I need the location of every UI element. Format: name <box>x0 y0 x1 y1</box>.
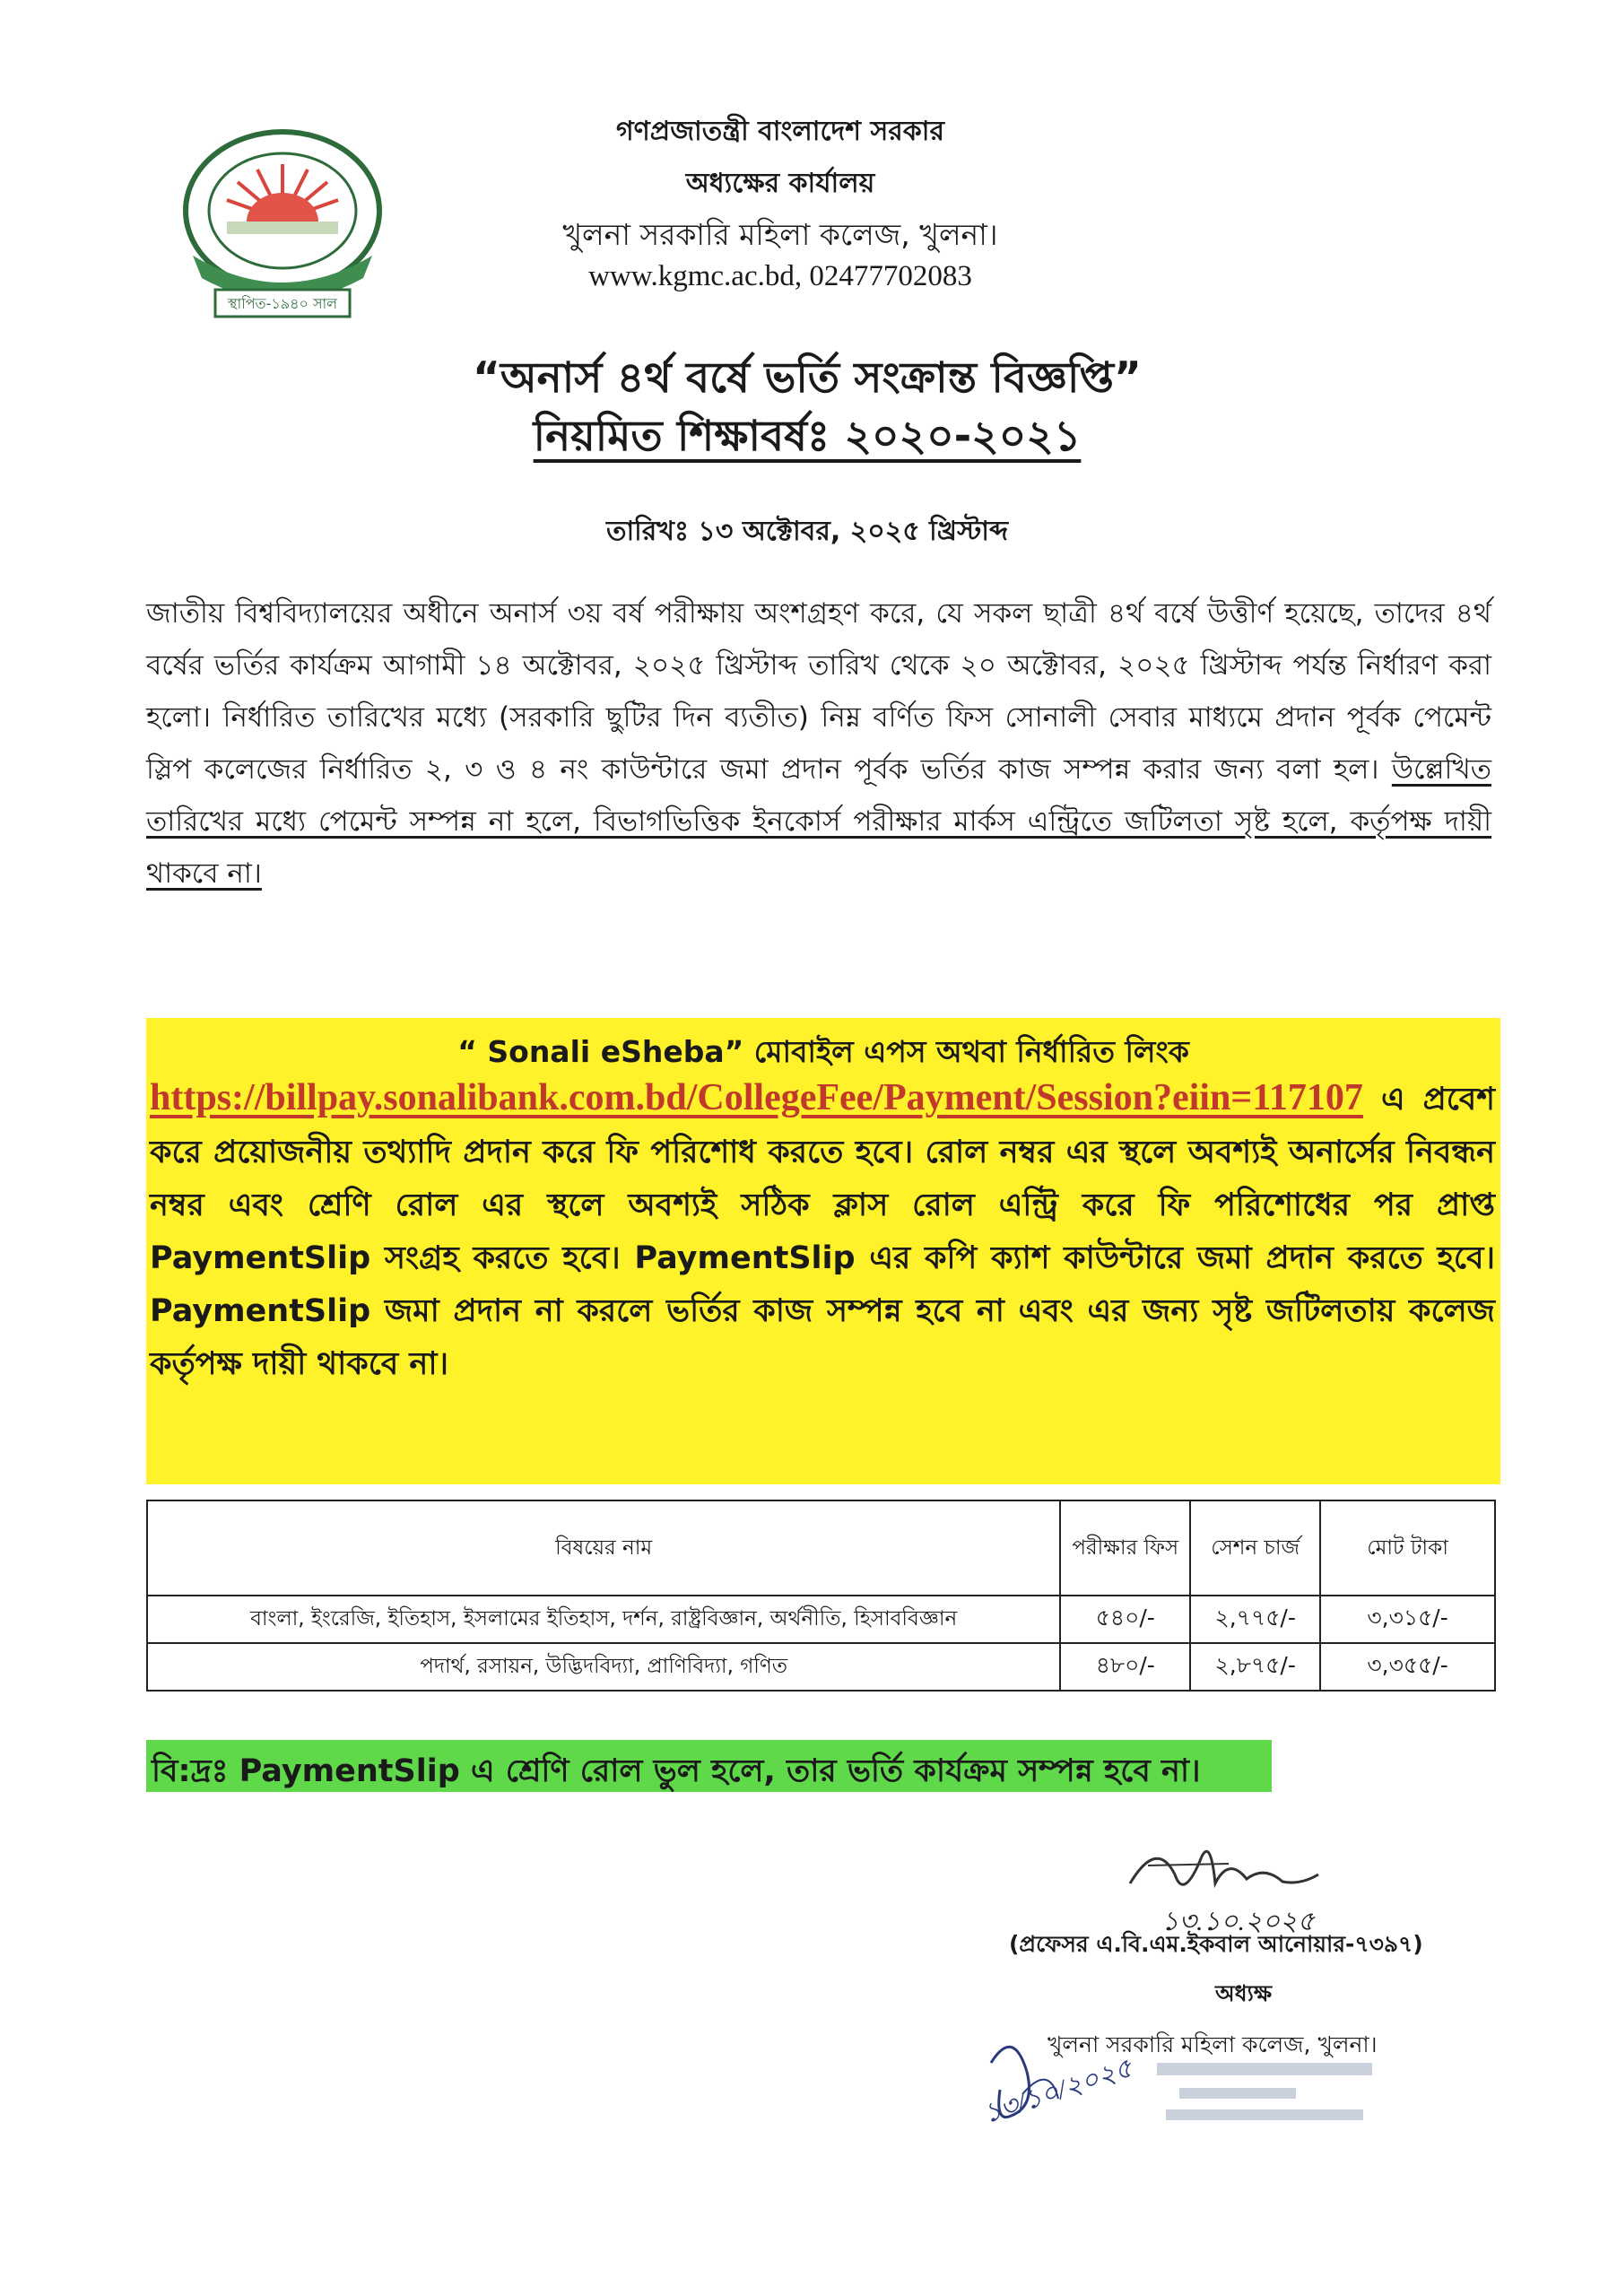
notice-body-warning: উল্লেখিত তারিখের মধ্যে পেমেন্ট সম্পন্ন না হলে, বিভাগভিত্তিক ইনকোর্স পরীক্ষার মার্কস এন্ট্রিতে জটিলতা সৃষ্ট হলে, কর্তৃপক্ষ দায়ী থাকবে না। <box>146 753 1491 890</box>
row-total: ৩,৩৫৫/- <box>1320 1643 1495 1691</box>
row-exam-fee: ৪৮০/- <box>1060 1643 1190 1691</box>
payment-text <box>150 1072 1495 1391</box>
row-exam-fee: ৫৪০/- <box>1060 1596 1190 1643</box>
college-contact: www.kgmc.ac.bd, 02477702083 <box>588 260 972 292</box>
fee-table-header <box>147 1500 1495 1596</box>
payment-link[interactable]: https://billpay.sonalibank.com.bd/CollegeFee/Payment/Session?eiin=117107 <box>150 1077 1363 1118</box>
table-row <box>147 1596 1495 1643</box>
row-session-charge: ২,৭৭৫/- <box>1190 1596 1320 1643</box>
principal-designation: অধ্যক্ষ <box>1215 1980 1273 2006</box>
row-subjects: পদার্থ, রসায়ন, উদ্ভিদবিদ্যা, প্রাণিবিদ্যা, গণিত <box>147 1643 1060 1691</box>
college-logo-icon <box>175 121 390 327</box>
signature-scribble-icon <box>1121 1830 1327 1910</box>
government-name: গণপ্রজাতন্ত্রী বাংলাদেশ সরকার <box>616 116 944 147</box>
principal-name: (প্রফেসর এ.বি.এম.ইকবাল আনোয়ার-৭৩৯৭) <box>1009 1931 1423 1957</box>
college-name: খুলনা সরকারি মহিলা কলেজ, খুলনা। <box>562 217 998 252</box>
header-exam-fee: পরীক্ষার ফিস <box>1060 1500 1190 1596</box>
payment-instructions: এ প্রবেশ করে প্রয়োজনীয় তথ্যাদি প্রদান করে ফি পরিশোধ করতে হবে। রোল নম্বর এর স্থলে অবশ্যই অনার্সের নিবন্ধন নম্বর এবং শ্রেণি রোল এর স্থলে অবশ্যই সঠিক ক্লাস রোল এন্ট্রি করে ফি পরিশোধের পর প্রাপ্ত PaymentSlip সংগ্রহ করতে হবে। PaymentSlip এর কপি ক্যাশ কাউন্টারে জমা প্রদান করতে হবে। PaymentSlip জমা প্রদান না করলে ভর্তির কাজ সম্পন্ন হবে না এবং এর জন্য সৃষ্ট জটিলতায় কলেজ কর্তৃপক্ষ দায়ী থাকবে না। <box>150 1082 1495 1382</box>
office-name: অধ্যক্ষের কার্যালয় <box>685 168 875 199</box>
stamp-date: ১৩/১০/২০২৫ <box>979 2053 1136 2129</box>
notice-date: তারিখঃ ১৩ অক্টোবর, ২০২৫ খ্রিস্টাব্দ <box>605 516 1009 547</box>
notice-title: “অনার্স ৪র্থ বর্ষে ভর্তি সংক্রান্ত বিজ্ঞপ্তি” <box>473 353 1142 403</box>
payment-heading: “ Sonali eSheba” মোবাইল এপস অথবা নির্ধারিত লিংক <box>457 1034 1189 1069</box>
note-box <box>146 1740 1272 1792</box>
header-total: মোট টাকা <box>1320 1500 1495 1596</box>
svg-text:স্থাপিত-১৯৪০ সাল: স্থাপিত-১৯৪০ সাল <box>227 295 338 312</box>
header-session-charge: সেশন চার্জ <box>1190 1500 1320 1596</box>
payment-instructions-box <box>146 1018 1500 1484</box>
notice-body <box>146 587 1491 900</box>
signature-date: ১৩.১০.২০২৫ <box>1161 1907 1315 1936</box>
row-subjects: বাংলা, ইংরেজি, ইতিহাস, ইসলামের ইতিহাস, দর্শন, রাষ্ট্রবিজ্ঞান, অর্থনীতি, হিসাববিজ্ঞান <box>147 1596 1060 1643</box>
notice-body-main: জাতীয় বিশ্ববিদ্যালয়ের অধীনে অনার্স ৩য় বর্ষ পরীক্ষায় অংশগ্রহণ করে, যে সকল ছাত্রী ৪র্থ বর্ষে উত্তীর্ণ হয়েছে, তাদের ৪র্থ বর্ষের ভর্তির কার্যক্রম আগামী ১৪ অক্টোবর, ২০২৫ খ্রিস্টাব্দ তারিখ থেকে ২০ অক্টোবর, ২০২৫ খ্রিস্টাব্দ পর্যন্ত নির্ধারণ করা হলো। নির্ধারিত তারিখের মধ্যে (সরকারি ছুটির দিন ব্যতীত) নিম্ন বর্ণিত ফিস সোনালী সেবার মাধ্যমে প্রদান পূর্বক পেমেন্ট স্লিপ কলেজের নির্ধারিত ২, ৩ ও ৪ নং কাউন্টারে জমা প্রদান পূর্বক ভর্তির কাজ সম্পন্ন করার জন্য বলা হল। <box>146 597 1491 786</box>
note-text: বি:দ্রঃ PaymentSlip এ শ্রেণি রোল ভুল হলে, তার ভর্তি কার্যক্রম সম্পন্ন হবে না। <box>152 1753 1201 1789</box>
row-session-charge: ২,৮৭৫/- <box>1190 1643 1320 1691</box>
table-row <box>147 1643 1495 1691</box>
principal-office: খুলনা সরকারি মহিলা কলেজ, খুলনা। <box>1048 2031 1378 2057</box>
fee-table <box>146 1500 1496 1692</box>
notice-session: নিয়মিত শিক্ষাবর্ষঃ ২০২০-২০২১ <box>533 412 1082 461</box>
header-subject: বিষয়ের নাম <box>147 1500 1060 1596</box>
row-total: ৩,৩১৫/- <box>1320 1596 1495 1643</box>
